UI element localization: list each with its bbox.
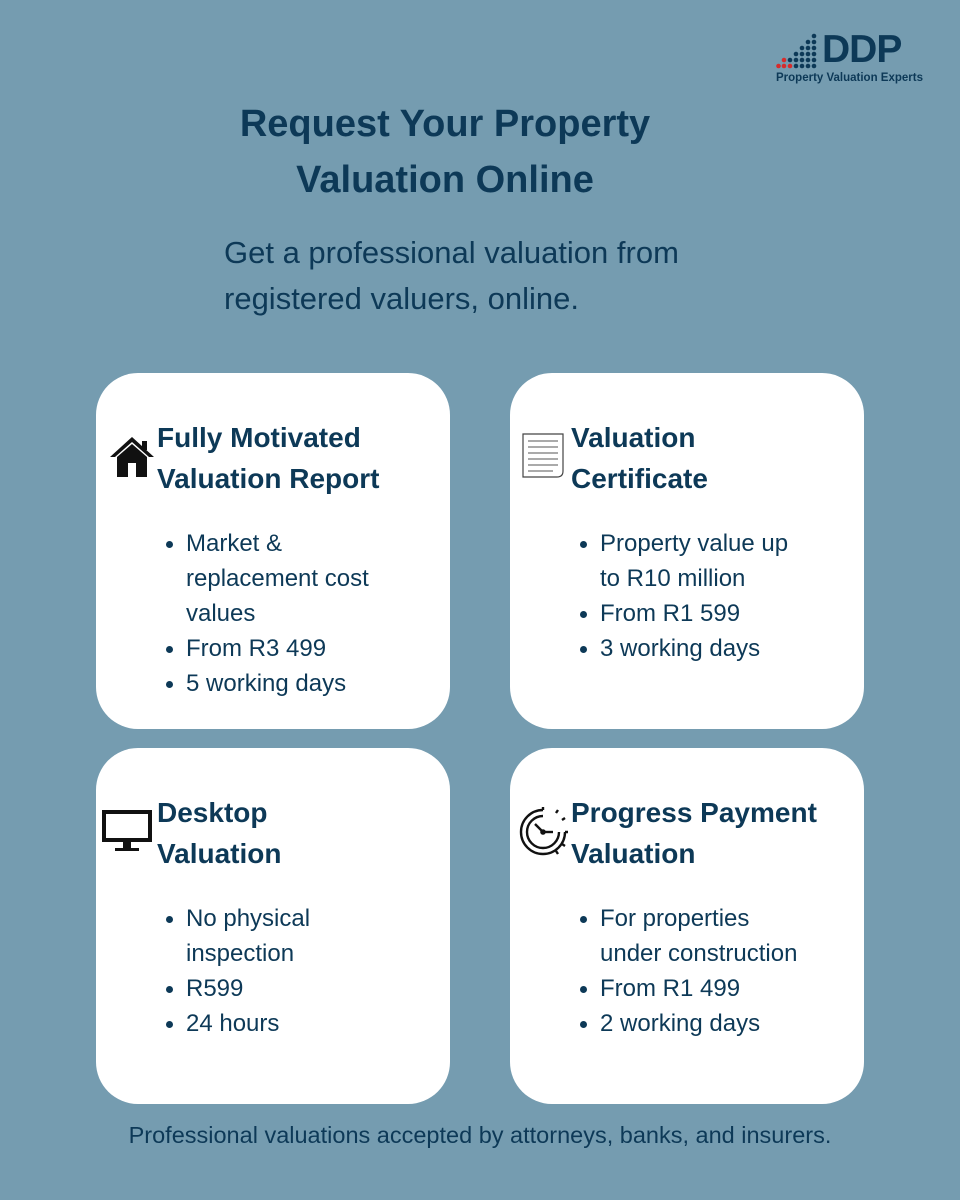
logo-dots-icon bbox=[776, 32, 820, 72]
service-card-progress-payment bbox=[510, 748, 864, 1104]
card-title bbox=[157, 792, 442, 874]
list-item: Market & replacement cost values bbox=[186, 526, 426, 631]
brand-name: DDP bbox=[822, 28, 902, 71]
brand-logo bbox=[776, 30, 936, 86]
card-title bbox=[571, 792, 856, 874]
service-card-desktop-valuation bbox=[96, 748, 450, 1104]
list-item: 3 working days bbox=[600, 631, 840, 666]
card-title-line-1: Progress Payment bbox=[571, 797, 817, 828]
monitor-icon bbox=[101, 804, 153, 856]
card-features bbox=[186, 901, 426, 1041]
list-item: Property value up to R10 million bbox=[600, 526, 840, 596]
card-title-line-2: Valuation bbox=[157, 838, 282, 869]
list-item: 24 hours bbox=[186, 1006, 426, 1041]
subtitle-line-2: registered valuers, online. bbox=[224, 281, 579, 316]
card-features bbox=[600, 901, 840, 1041]
page-title bbox=[200, 96, 690, 208]
list-item: R599 bbox=[186, 971, 426, 1006]
title-line-2: Valuation Online bbox=[296, 159, 594, 201]
list-item: For properties under construction bbox=[600, 901, 840, 971]
list-item: No physical inspection bbox=[186, 901, 426, 971]
service-card-motivated-report bbox=[96, 373, 450, 729]
list-item: From R1 499 bbox=[600, 971, 840, 1006]
gear-clock-icon bbox=[515, 804, 571, 860]
list-item: From R1 599 bbox=[600, 596, 840, 631]
card-title-line-1: Valuation bbox=[571, 422, 696, 453]
card-title-line-2: Valuation Report bbox=[157, 463, 380, 494]
list-item: 5 working days bbox=[186, 666, 426, 701]
card-features bbox=[600, 526, 840, 666]
card-title-line-2: Certificate bbox=[571, 463, 708, 494]
title-line-1: Request Your Property bbox=[239, 103, 651, 145]
card-title-line-2: Valuation bbox=[571, 838, 696, 869]
list-item: 2 working days bbox=[600, 1006, 840, 1041]
brand-tagline: Property Valuation Experts bbox=[776, 72, 923, 84]
card-features bbox=[186, 526, 426, 701]
card-title-line-1: Fully Motivated bbox=[157, 422, 361, 453]
card-title bbox=[157, 417, 442, 499]
document-icon bbox=[519, 431, 567, 479]
page-subtitle bbox=[224, 230, 744, 322]
footer-note: Professional valuations accepted by attorneys, banks, and insurers. bbox=[128, 1122, 832, 1148]
subtitle-line-1: Get a professional valuation from bbox=[224, 235, 679, 270]
card-title-line-1: Desktop bbox=[157, 797, 268, 828]
service-card-valuation-certificate bbox=[510, 373, 864, 729]
card-title bbox=[571, 417, 856, 499]
list-item: From R3 499 bbox=[186, 631, 426, 666]
house-icon bbox=[108, 433, 156, 481]
